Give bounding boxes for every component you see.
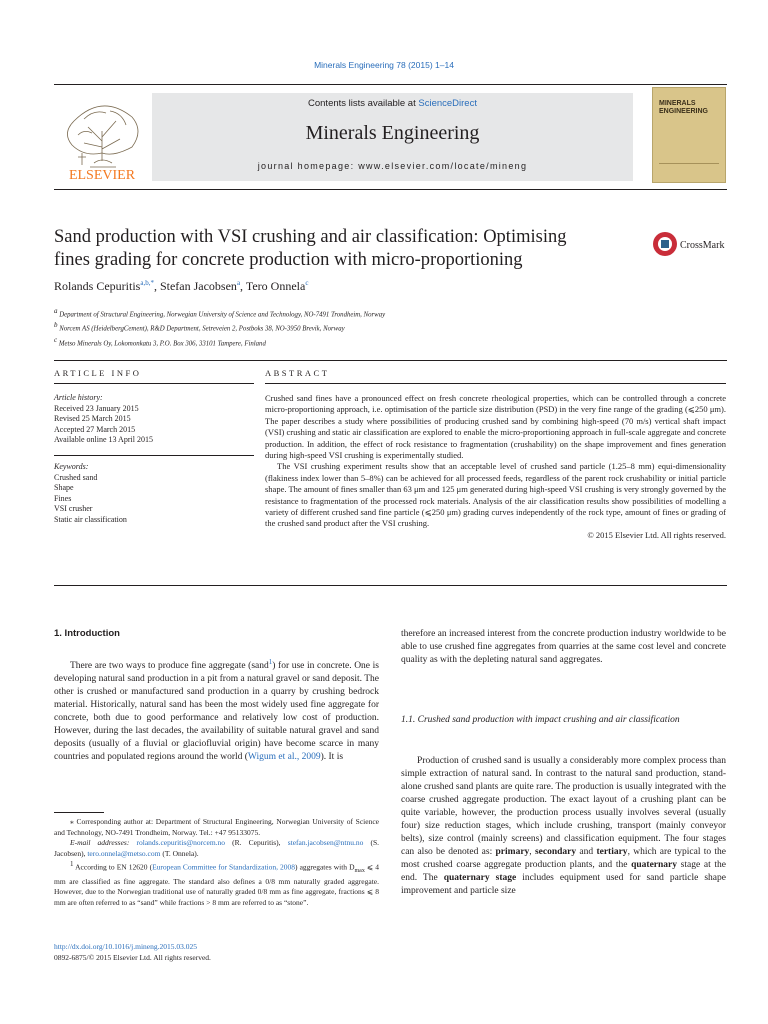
footnotes xyxy=(54,817,379,908)
author-affil-link[interactable]: a,b,* xyxy=(140,279,154,287)
homepage-link[interactable]: www.elsevier.com/locate/mineng xyxy=(358,161,528,171)
divider xyxy=(54,455,254,456)
crossmark-label: CrossMark xyxy=(680,240,725,251)
author-affil-link[interactable]: a xyxy=(236,279,241,287)
abstract-paragraph: The VSI crushing experiment results show that an acceptable level of crushed sand particle (1.25–8 mm) equi-dimensionality (flakiness index lower than 5–8%) can be achieved for all processed feeds, regardless of the parent rock crushability or initial particle shape. The amount of fines smaller than 63 μm and 125 μm generated during high-speed VSI crushing is very strongly governed by the resistance to fragmentation of the processed rock materials. Analysis of the air classification results show possibilities of modelling a variety of different crushed sand fine particle (⩽250 μm) grading curves independently of the rock type, amount of fines or grading of the crushed sand product after the VSI crushing. xyxy=(265,461,726,529)
journal-masthead xyxy=(54,84,727,190)
sciencedirect-link[interactable]: ScienceDirect xyxy=(418,98,477,109)
divider xyxy=(54,585,727,586)
keyword: Static air classification xyxy=(54,514,127,524)
footnote-divider xyxy=(54,812,104,813)
author: Tero Onnela$^c$ xyxy=(245,279,309,293)
email-link[interactable]: rolands.cepuritis@norcem.no xyxy=(136,838,226,847)
footnote-1: $^1$ According to EN 12620 (European Committee for Standardization, 2008) aggregates with $D_{max}$ ⩽ 4 mm are classified as fine aggregate. The standard also defines a 0/8 mm naturally graded aggregate. However, due to the Norwegian traditional use of naturally graded 0/8 mm as fine aggregate, fractions ⩽ 8 mm are often referred to as “sand” while fractions > 8 mm are referred to as “stone”. xyxy=(54,860,379,907)
affiliation: $^b$ Norcem AS (HeidelbergCement), R&D Department, Setreveien 2, Postboks 38, NO-3950 Brevik, Norway xyxy=(54,321,345,333)
author: Rolands Cepuritis$^{a,b,*}$, xyxy=(54,279,160,293)
body-left-column xyxy=(54,656,379,764)
keyword: Shape xyxy=(54,483,74,492)
body-right-column xyxy=(401,755,726,898)
footnote-ref[interactable]: 1 xyxy=(268,658,273,666)
author-list xyxy=(54,279,308,294)
keywords: Keywords: Crushed sand Shape Fines VSI crusher Static air classification xyxy=(54,462,254,525)
divider xyxy=(265,383,726,384)
body-paragraph: There are two ways to produce fine aggregate (sand$^1$) for use in concrete. One is developing natural sand production in a pit from a natural gravel or sand deposit. The other is crushed or manufactured sand production in a quarry by crushing bedrock material. Historically, natural sand has been the most widely used fine aggregate for concrete, both due to good performance and relatively low cost of production. However, during the last decades, the availability of suitable natural gravel and sand deposits (usually of a fluvial or glaciofluvial origin) have become scarce in many countries and populated regions around the world (Wigum et al., 2009). It is xyxy=(54,658,379,763)
body-right-column-top xyxy=(401,628,726,667)
doi-link[interactable]: http://dx.doi.org/10.1016/j.mineng.2015.03.025 xyxy=(54,942,197,951)
contents-line: Contents lists available at ScienceDirect xyxy=(308,98,477,109)
journal-title: Minerals Engineering xyxy=(305,122,480,144)
citation-link[interactable]: Wigum et al., 2009 xyxy=(247,752,321,763)
journal-reference[interactable]: Minerals Engineering 78 (2015) 1–14 xyxy=(314,60,454,70)
affiliation: $^c$ Metso Minerals Oy, Lokomonkatu 3, P.O. Box 306, 33101 Tampere, Finland xyxy=(54,335,266,347)
abstract-heading: ABSTRACT xyxy=(265,368,330,378)
affiliations xyxy=(54,306,385,349)
body-paragraph: Production of crushed sand is usually a considerably more complex process than simple extraction of natural sand. In contrast to the natural sand production, stand-alone crushed sand plants are quite rare. The production is usually integrated with the coarse crushed aggregate production. The exact layout of a crushing plant can be quite variable, however, the production process usually involves several (usually four) size reduction stages, which include crushing, transport (mainly conveyor belts), size control (mainly screens) and classification equipment. The four stages can also be denoted as: primary, secondary and tertiary, which are typical to the most crushed coarse aggregate production plants, and the quaternary stage at the end. The quaternary stage includes equipment used for sand particle shape improvement and particle size xyxy=(401,756,727,896)
body-paragraph: therefore an increased interest from the concrete production industry worldwide to be able to use crushed fine aggregates from quarries at the same cost level and concrete quality as with the depleting natural sand aggregates. xyxy=(401,629,726,665)
affiliation: $^a$ Department of Structural Engineering, Norwegian University of Science and Technology, NO-7491 Trondheim, Norway xyxy=(54,307,386,319)
citation-link[interactable]: European Committee for Standardization, 2008 xyxy=(152,862,296,872)
abstract-paragraph: Crushed sand fines have a pronounced effect on fresh concrete rheological properties, which can be controlled through a concrete micro-proportioning approach, i.e. optimisation of the particle size distribution (PSD) in the very fine range of the grading (⩽250 μm). The paper describes a study where possibilities of producing crushed sand by combining high-speed (70 m/s) vertical shaft impact (VSI) crushing and static air classification are explored to enable the micro-proportioning approach in full-scale aggregate and concrete production. In addition, the effect of rock resistance to fragmentation (crushability) on the shape improvement and fines generation during high-speed VSI crushing is experimentally studied. xyxy=(265,393,726,461)
history-item: Accepted 27 March 2015 xyxy=(54,424,136,434)
history-item: Received 23 January 2015 xyxy=(54,403,139,413)
elsevier-logo[interactable] xyxy=(54,91,150,183)
email-link[interactable]: stefan.jacobsen@ntnu.no xyxy=(287,838,364,847)
keyword: Fines xyxy=(54,493,72,503)
article-title: Sand production with VSI crushing and air classification: Optimising fines grading for concrete production with micro-proportioning xyxy=(54,227,567,270)
divider xyxy=(54,383,254,384)
history-item: Revised 25 March 2015 xyxy=(54,414,131,423)
corresponding-author-note: ⁎ Corresponding author at: Department of Structural Engineering, Norwegian University of Science and Technology, NO-7491 Trondheim, Norway. Tel.: +47 95133075. xyxy=(54,817,379,837)
journal-info-box xyxy=(152,93,633,181)
section-heading: 1. Introduction xyxy=(54,628,120,639)
article-history: Article history: Received 23 January 2015 Revised 25 March 2015 Accepted 27 March 2015 Available online 13 April 2015 xyxy=(54,393,254,446)
journal-cover-thumbnail[interactable]: MINERALS ENGINEERING xyxy=(652,87,726,183)
article-info-heading: ARTICLE INFO xyxy=(54,368,142,378)
author-affil-link[interactable]: c xyxy=(305,279,309,287)
journal-homepage: journal homepage: www.elsevier.com/locate/mineng xyxy=(257,161,528,171)
copyright-notice: © 2015 Elsevier Ltd. All rights reserved. xyxy=(587,529,726,540)
abstract-body xyxy=(265,393,726,541)
crossmark-badge[interactable] xyxy=(652,230,732,258)
keyword: Crushed sand xyxy=(54,472,98,482)
divider xyxy=(54,360,727,361)
issn-line: 0892-6875/© 2015 Elsevier Ltd. All rights reserved. xyxy=(54,952,211,962)
keyword: VSI crusher xyxy=(54,504,93,513)
author: Stefan Jacobsen$^a$, xyxy=(159,279,246,293)
publisher-name: ELSEVIER xyxy=(68,168,136,183)
email-link[interactable]: tero.onnela@metso.com xyxy=(87,848,161,858)
doi-block xyxy=(54,942,211,963)
email-addresses: E-mail addresses: rolands.cepuritis@norcem.no (R. Cepuritis), stefan.jacobsen@ntnu.no (S. Jacobsen), tero.onnela@metso.com (T. Onnela). xyxy=(54,838,380,858)
subsection-heading: 1.1. Crushed sand production with impact crushing and air classification xyxy=(401,715,680,725)
history-item: Available online 13 April 2015 xyxy=(54,435,153,444)
